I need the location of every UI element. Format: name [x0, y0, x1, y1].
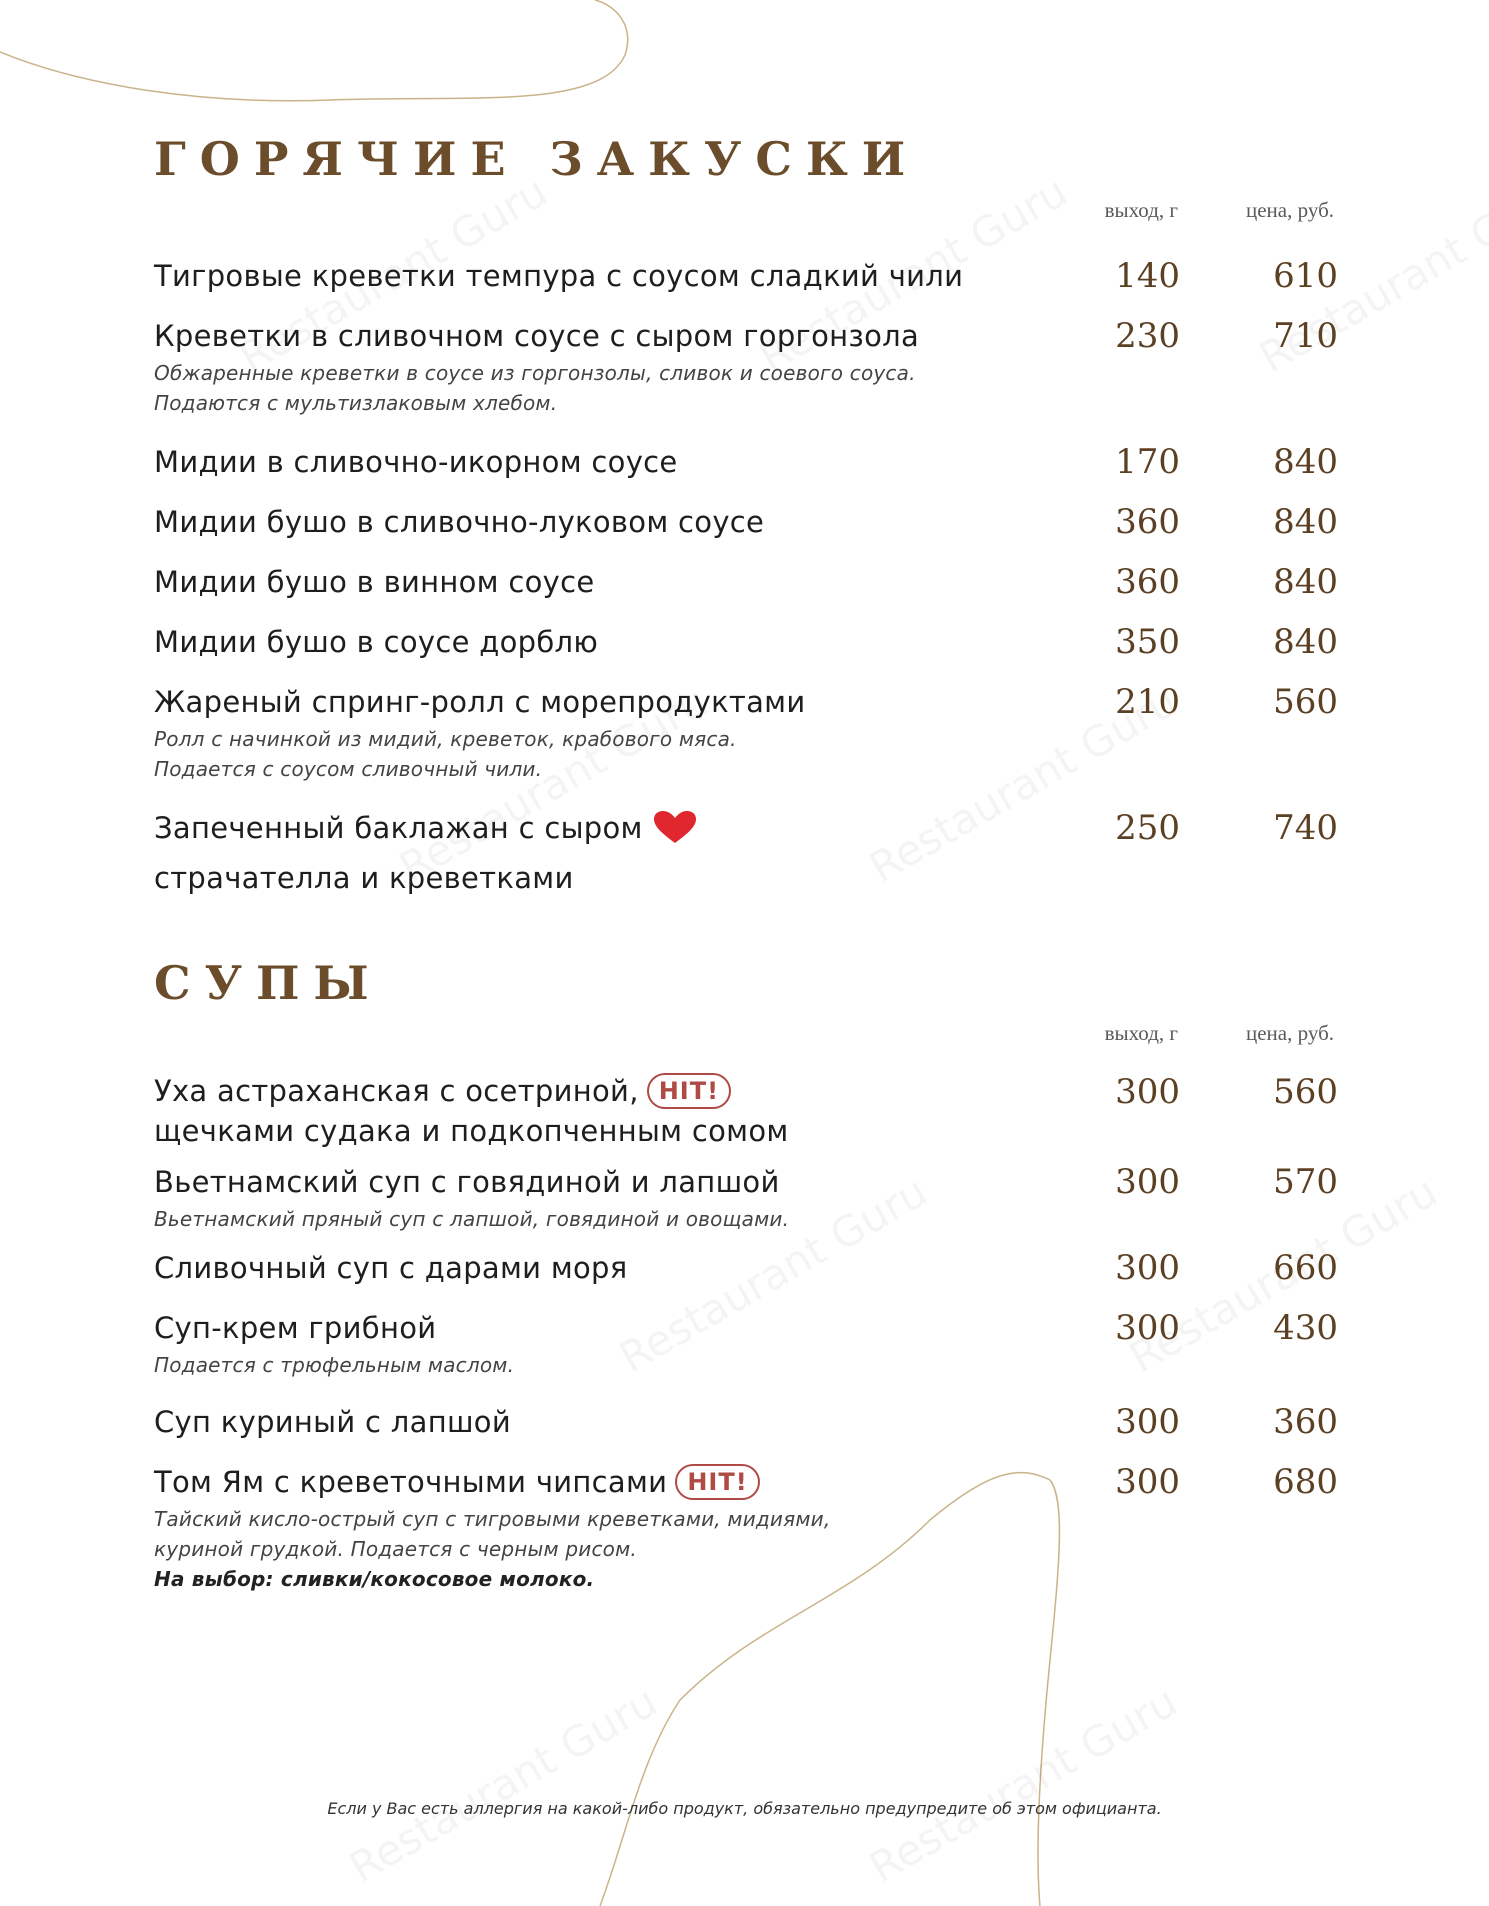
- item-price: 840: [1273, 562, 1338, 602]
- item-name: Суп-крем грибной: [154, 1311, 437, 1345]
- menu-item: [154, 560, 1354, 604]
- item-name: Суп куриный с лапшой: [154, 1405, 512, 1439]
- item-name: Мидии бушо в винном соусе: [154, 565, 595, 599]
- menu-item: [154, 1460, 1354, 1594]
- watermark: [341, 1677, 665, 1893]
- hit-badge: HIT!: [647, 1073, 731, 1109]
- item-name: Вьетнамский суп с говядиной и лапшой: [154, 1165, 780, 1199]
- item-description: Ролл с начинкой из мидий, креветок, крабового мяса.: [154, 727, 737, 751]
- item-name: Мидии бушо в сливочно-луковом соусе: [154, 505, 765, 539]
- item-weight: 300: [1115, 1462, 1180, 1502]
- item-description: Вьетнамский пряный суп с лапшой, говядиной и овощами.: [154, 1207, 790, 1231]
- menu-item: [154, 1160, 1354, 1234]
- column-header-price: цена, руб.: [1246, 198, 1334, 222]
- item-description: Подается с соусом сливочный чили.: [154, 757, 543, 781]
- item-weight: 230: [1115, 316, 1180, 356]
- item-price: 570: [1273, 1162, 1338, 1202]
- item-name: Том Ям с креветочными чипсами: [154, 1465, 668, 1499]
- item-weight: 300: [1115, 1162, 1180, 1202]
- item-name-continued: страчателла и креветками: [154, 861, 574, 895]
- item-weight: 250: [1115, 808, 1180, 848]
- item-name: Запеченный баклажан с сыром: [154, 811, 643, 845]
- menu-item: [154, 1246, 1354, 1290]
- item-price: 430: [1273, 1308, 1338, 1348]
- menu-item: [154, 680, 1354, 784]
- item-name: Жареный спринг-ролл с морепродуктами: [154, 685, 806, 719]
- menu-item: [154, 1306, 1354, 1380]
- section-title-hot-starters: ГОРЯЧИЕ ЗАКУСКИ: [154, 132, 920, 186]
- item-price: 560: [1273, 682, 1338, 722]
- item-description: Обжаренные креветки в соусе из горгонзолы, сливок и соевого соуса.: [154, 361, 916, 385]
- item-price: 610: [1273, 256, 1338, 296]
- menu-item: [154, 314, 1354, 418]
- item-name: Мидии в сливочно-икорном соусе: [154, 445, 678, 479]
- item-name-continued: щечками судака и подкопченным сомом: [154, 1114, 789, 1148]
- item-name: Уха астраханская с осетриной,: [154, 1074, 639, 1108]
- section-title-soups: СУПЫ: [154, 956, 383, 1010]
- item-name: Тигровые креветки темпура с соусом сладкий чили: [154, 259, 964, 293]
- item-name: Мидии бушо в соусе дорблю: [154, 625, 599, 659]
- item-weight: 350: [1115, 622, 1180, 662]
- item-price: 680: [1273, 1462, 1338, 1502]
- item-description: Подается с трюфельным маслом.: [154, 1353, 515, 1377]
- item-weight: 300: [1115, 1248, 1180, 1288]
- item-weight: 300: [1115, 1308, 1180, 1348]
- menu-item: [154, 440, 1354, 484]
- item-weight: 300: [1115, 1402, 1180, 1442]
- item-weight: 300: [1115, 1072, 1180, 1112]
- watermark: [861, 1677, 1185, 1893]
- item-weight: 210: [1115, 682, 1180, 722]
- item-weight: 360: [1115, 562, 1180, 602]
- item-price: 840: [1273, 442, 1338, 482]
- menu-item: [154, 1070, 1354, 1150]
- column-header-weight: выход, г: [1104, 198, 1178, 222]
- heart-icon: [653, 810, 697, 856]
- item-weight: 360: [1115, 502, 1180, 542]
- menu-item: [154, 620, 1354, 664]
- column-header-weight: выход, г: [1104, 1021, 1178, 1045]
- item-price: 740: [1273, 808, 1338, 848]
- item-description: Тайский кисло-острый суп с тигровыми креветками, мидиями,: [154, 1507, 831, 1531]
- column-header-price: цена, руб.: [1246, 1021, 1334, 1045]
- item-price: 360: [1273, 1402, 1338, 1442]
- item-name: Сливочный суп с дарами моря: [154, 1251, 628, 1285]
- item-price: 840: [1273, 502, 1338, 542]
- item-weight: 140: [1115, 256, 1180, 296]
- item-description: куриной грудкой. Подается с черным рисом.: [154, 1537, 637, 1561]
- hit-badge: HIT!: [675, 1464, 759, 1500]
- item-price: 660: [1273, 1248, 1338, 1288]
- menu-item: [154, 806, 1354, 900]
- item-price: 560: [1273, 1072, 1338, 1112]
- item-description: Подаются с мультизлаковым хлебом.: [154, 391, 558, 415]
- menu-item: [154, 1400, 1354, 1444]
- item-name: Креветки в сливочном соусе с сыром горгонзола: [154, 319, 920, 353]
- menu-item: [154, 500, 1354, 544]
- menu-item: [154, 254, 1354, 298]
- item-price: 840: [1273, 622, 1338, 662]
- item-description-option: На выбор: сливки/кокосовое молоко.: [154, 1567, 595, 1591]
- item-price: 710: [1273, 316, 1338, 356]
- allergy-note: Если у Вас есть аллергия на какой-либо продукт, обязательно предупредите об этом официанта.: [327, 1799, 1162, 1818]
- item-weight: 170: [1115, 442, 1180, 482]
